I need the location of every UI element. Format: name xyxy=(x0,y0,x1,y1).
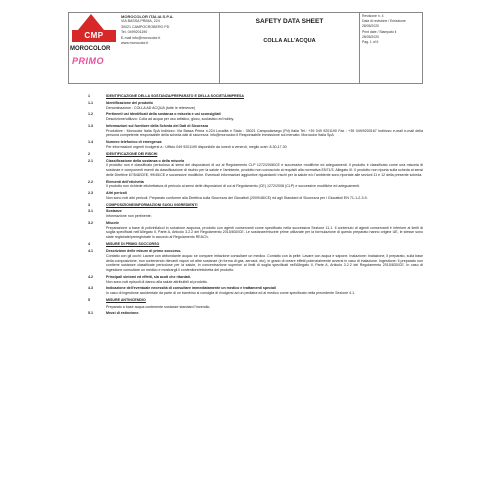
subsection xyxy=(88,159,423,178)
section-number: 2 xyxy=(88,151,90,156)
company-name: MOROCOLOR ITALIA S.P.A. xyxy=(121,14,174,19)
company-line: E-mail info@morocolor.it xyxy=(121,35,161,40)
subsection-title: Numero telefonico di emergenza xyxy=(106,139,162,144)
section-number: 4.3 xyxy=(88,286,93,291)
section-number: 1.1 xyxy=(88,100,93,105)
subsection-title: Altri pericoli xyxy=(106,190,127,195)
subsection xyxy=(88,305,423,310)
subsection-text: Il prodotto non è classificato pericoloso ai sensi del disposizioni di cui al Regolamento CLP 1272/2008/CE e successive modifiche ed adeguamenti. Il prodotto è classificato come una miscela di sostanze e componenti esenti da classificazione di rischio per la salute e l'ambiente, prodotto non conosciuto ai requisiti alla normativa EN71/3. Allegato III. Il prodotto non riporta sulla scheda ai sensi delle Direttive 67/548/CEE, 99/45/CE e successive modifiche. Eventuali informazioni aggiuntive riguardanti i rischi per la salute e/o l'ambiente sono riportate alle sezioni 11 e 12 della presente scheda. xyxy=(106,163,423,177)
subsection-title: Miscele xyxy=(106,220,119,225)
page-number: Pag. 1 of 6 xyxy=(362,40,379,45)
company-line: Tel. 0499201190 xyxy=(121,30,148,35)
section-heading xyxy=(88,203,423,208)
section-heading xyxy=(88,298,423,303)
section-number: 3.1 xyxy=(88,209,93,214)
subsection-text: Preparazione a base di polivinilalcol in soluzione acquosa, prodotto con agenti conservanti come specificato nella successiva Sezione 11.1. Il contenuto di agenti conservanti è inferiore ai limiti di soglia specificati nell'Allegato II, Parte A, Articolo 3.2.2 del Regolamento 2015/830/CE. Le sostanze/miscele prime utilizzate per la formulazione di questo preparato hanno origine UE, le stesse sono state registrate/preregistrate in accordo al Regolamento REACh. xyxy=(106,225,423,240)
subsection xyxy=(88,311,423,316)
subsection xyxy=(88,275,423,285)
section-number: 2.2 xyxy=(88,179,93,184)
subsection xyxy=(88,286,423,296)
subsection-text: Denominazione : COLLA AD ACQUA (tutte le referenze) xyxy=(106,105,196,110)
product-name: COLLA ALL'ACQUA xyxy=(263,38,316,44)
subsection-title: Mezzi di estinzione. xyxy=(106,311,140,316)
revision-line: Revisione n. 4 xyxy=(362,14,384,18)
subsection xyxy=(88,221,423,240)
section-heading xyxy=(88,152,423,157)
section-number: 4.2 xyxy=(88,274,93,279)
document-body xyxy=(88,92,423,316)
section-number: 1.3 xyxy=(88,123,93,128)
subsection-title: Indicazione dell'eventuale necessità di consultare immediatamente un medico e trattamenti speciali xyxy=(106,286,277,291)
revision-line: 28/05/2020 xyxy=(362,34,379,39)
section-title: MISURE DI PRIMO SOCCORSO xyxy=(106,242,160,247)
subsection-title: Principali sintomi ed effetti, sia acuti che ritardati. xyxy=(106,274,191,279)
section-number: 1.2 xyxy=(88,112,93,117)
subsection-title: Elementi dell'etichetta xyxy=(106,179,144,184)
section-number: 5 xyxy=(88,298,90,303)
revision-line: 28/05/2020 xyxy=(362,24,379,29)
subsection-title: Identificazione del prodotto xyxy=(106,100,153,105)
subsection-title: Descrizione delle misure di primo soccorso. xyxy=(106,249,182,254)
logo-cmp: CMP xyxy=(72,30,116,42)
title-block xyxy=(219,12,360,84)
section-number: 4.1 xyxy=(88,249,93,254)
subsection-text: In caso di ingestione accidentale da parte di un bambino si consiglia di rivolgersi ad un pediatra ed al medico come specificato nella precedente Sezione 4.1. xyxy=(106,291,356,296)
subsection-text: Non sono noti altri pericoli. Preparato conforme alla Direttiva sulla Sicurezza dei Giocattoli (2009/48/CE) ed agli Standard di Sicurezza per i Giocattoli EN 71-1-2-3-9. xyxy=(106,195,368,200)
section-title: COMPOSIZIONE/INFORMAZIONI SUGLI INGREDIENTI xyxy=(106,202,198,207)
subsection-text: Il prodotto non richiede etichettatura di pericolo ai sensi delle disposizioni di cui al Regolamento (CE) 1272/2008 (CLP) e successive modifiche ed adeguamenti. xyxy=(106,184,361,189)
section-heading xyxy=(88,94,423,99)
section-number: 4 xyxy=(88,242,90,247)
subsection xyxy=(88,191,423,201)
section-title: MISURE ANTINCENDIO xyxy=(106,298,146,303)
subsection-text: Descrizione/utilizzo: Colla ad acqua per uso artistico, gioco, scolastico ed hobby. xyxy=(106,117,234,122)
subsection xyxy=(88,101,423,111)
section-number: 2.1 xyxy=(88,158,93,163)
subsection xyxy=(88,124,423,138)
logo-brand: MOROCOLOR xyxy=(70,46,111,52)
subsection-text: Informazione non pertinente. xyxy=(106,214,152,219)
section-number: 1 xyxy=(88,94,90,99)
company-line: 30021 CAMPOCROBERO PD xyxy=(121,24,170,29)
subsection-title: Classificazione della sostanza o della miscela xyxy=(106,158,185,163)
revision-info xyxy=(362,14,422,45)
subsection-title: Pertinenti usi identificati della sostanza o miscela e usi sconsigliati xyxy=(106,112,221,117)
subsection-text: Preparato a base acqua contenente sostanze standard l'incendio. xyxy=(106,304,211,309)
subsection-text: Non sono noti episodi di danno alla salute attribuibili al prodotto. xyxy=(106,279,208,284)
document-title: SAFETY DATA SHEET xyxy=(255,18,324,25)
section-number: 5.1 xyxy=(88,311,93,316)
section-number: 3 xyxy=(88,202,90,207)
subsection xyxy=(88,249,423,273)
subsection-text: Per informazioni urgenti rivolgersi a : Ufficio 049 9201190 disponibile da lunedì a venerdì, meglio orari: 8.30-17.30 xyxy=(106,144,287,149)
revision-line: Print date / Stampato il xyxy=(362,29,397,34)
section-number: 2.3 xyxy=(88,190,93,195)
revision-line: Data di revisione / Emissione xyxy=(362,19,406,24)
section-number: 3.2 xyxy=(88,220,93,225)
logo-primo: PRIMO xyxy=(72,56,105,66)
company-line: www.morocolor.it xyxy=(121,41,149,46)
subsection xyxy=(88,209,423,219)
section-number: 1.4 xyxy=(88,139,93,144)
subsection-text: Produttore : Morocolor Italia SpA Indirizzo: Via Bassa Prima n.224 Località e Stato : 35021 Campodarsego (Pd) Italia Tel.: +39 049 9201190 Fax : +39 049/9200167 Indirizzo e-mail e-mail della persona competente responsabile della scheda dati di sicurezza: info@morocolor.it Responsabile immissione sul mercato: Morocolor Italia SpA xyxy=(106,128,423,138)
subsection xyxy=(88,180,423,190)
company-line: VIA BASSA PRIMA, 224 xyxy=(121,19,160,24)
subsection xyxy=(88,140,423,150)
company-info xyxy=(121,14,219,46)
section-heading xyxy=(88,242,423,247)
subsection-text: Contatto con gli occhi: Lavare con abbondante acqua: se compare irritazione consultare un medico. Contatto con la pelle: Lavare con acqua e sapone. Inalazione: Inalazione, il preparato, sulla base della composizione, non contenendo rilevanti vapori od altre sostanze (in forma di gas, aerosol, etc), in grado di creare effetti potenzialmente avversi in caso di inalazione. Ingestione: Il preparato non contiene sostanze classificate pericolose per la salute, in concentrazione superiori ai limiti di soglia specificati nell'Allegato II, Parte A, Articolo 3.2.2 del Regolamento 2015/830/CE. In caso di ingestione consultare un medico e mostrargli il contenitore/etichetta del prodotto. xyxy=(106,253,423,273)
subsection-title: Informazioni sul fornitore della Scheda del Dati di Sicurezza xyxy=(106,123,209,128)
subsection xyxy=(88,112,423,122)
section-title: IDENTIFICAZIONE DEI RISCHI xyxy=(106,151,158,156)
subsection-title: Sostanze xyxy=(106,209,122,214)
section-title: IDENTIFICAZIONE DELLA SOSTANZA/PREPARATO E DELLA SOCIETÀ/IMPRESA xyxy=(106,94,245,99)
section-number xyxy=(88,305,106,310)
